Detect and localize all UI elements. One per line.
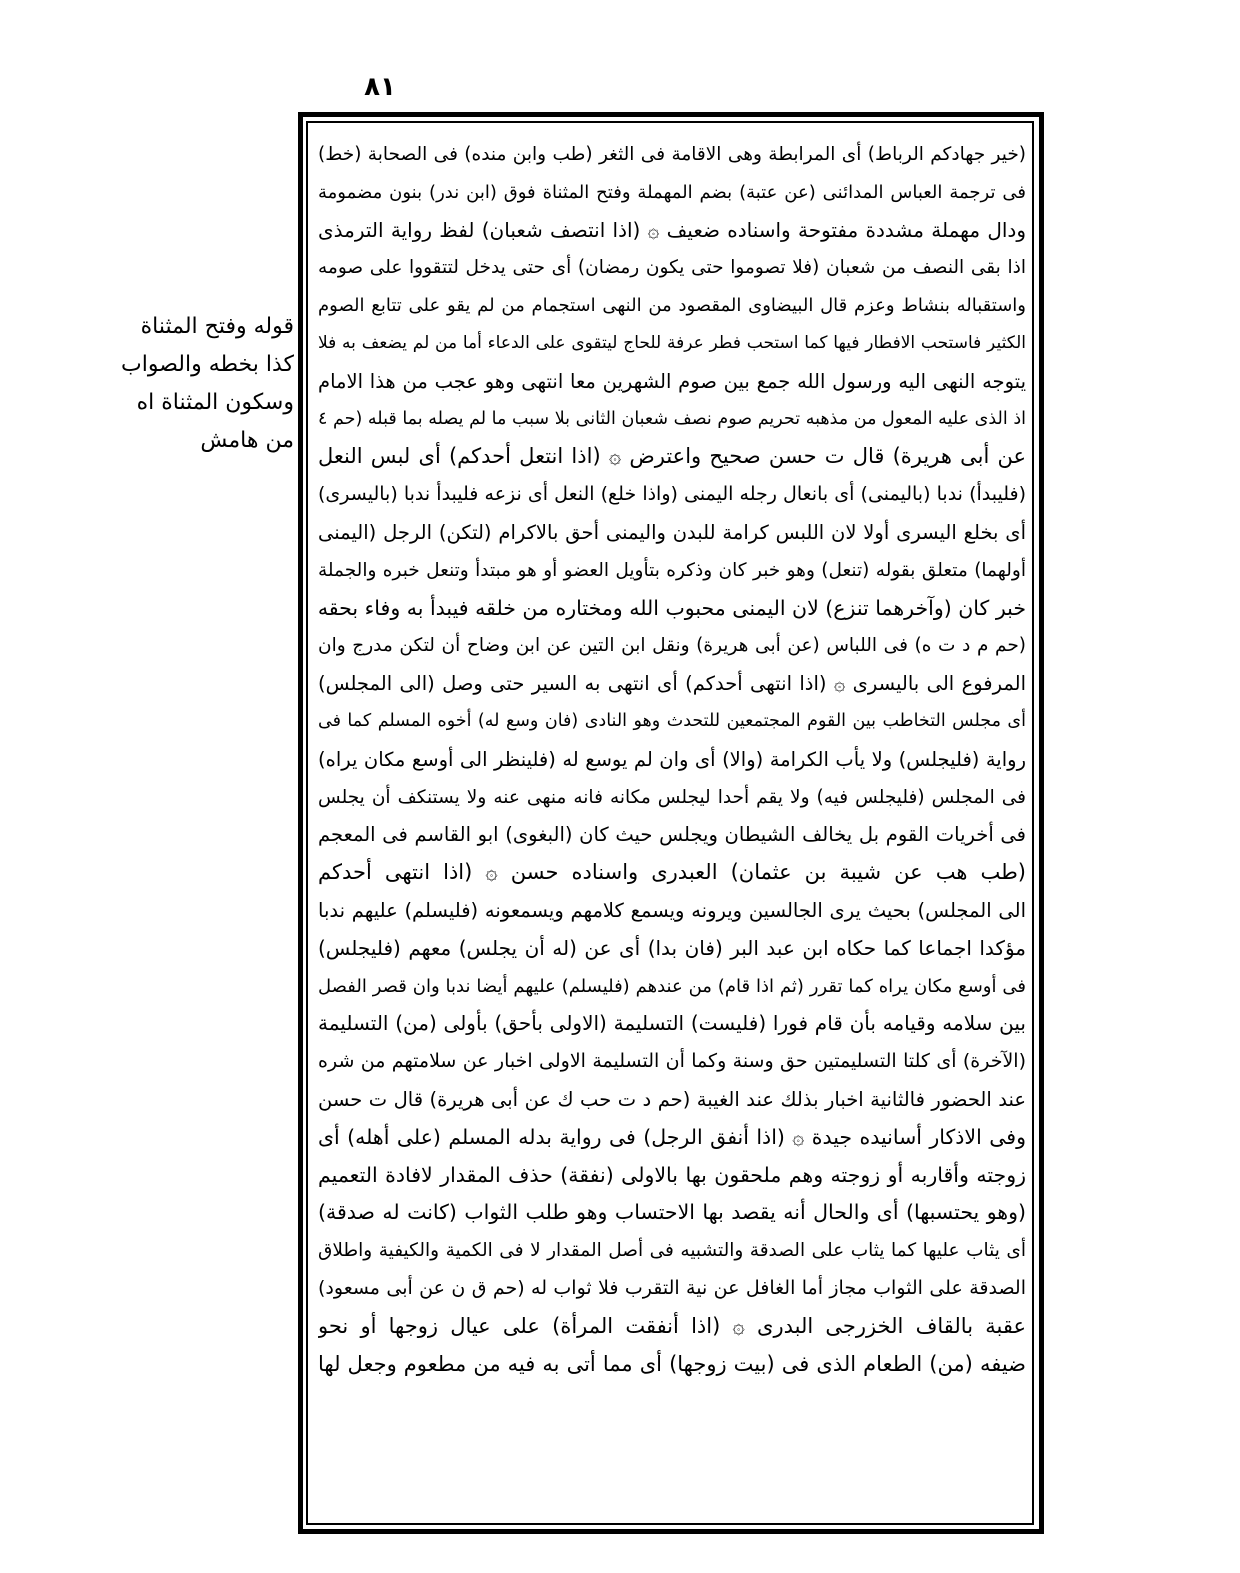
text-line: واستقباله بنشاط وعزم قال البيضاوى المقصود من النهى استجمام من لم يقو على تتابع الصوم: [318, 295, 1026, 317]
text-line: (حم م د ت ه) فى اللباس (عن أبى هريرة) ونقل ابن التين عن ابن وضاح أن لتكن مدرج وان: [318, 635, 1026, 657]
text-line: عقبة بالقاف الخزرجى البدرى ۞ (اذا أنفقت المرأة) على عيال زوجها أو نحو: [318, 1313, 1026, 1338]
text-line: اذ الذى عليه المعول من مذهبه تحريم صوم نصف شعبان الثانى بلا سبب ما لم يصله بما قبله (حم ٤: [318, 408, 1026, 429]
text-line: أولهما) متعلق بقوله (تنعل) وهو خبر كان وذكره بتأويل العضو أو هو مبتدأ وتنعل خبره والجملة: [318, 559, 1026, 581]
text-line: أى بخلع اليسرى أولا لان اللبس كرامة للبدن واليمنى أحق بالاكرام (لتكن) الرجل (اليمنى: [318, 520, 1026, 544]
main-text-block: [318, 136, 1026, 1516]
text-line: عن أبى هريرة) قال ت حسن صحيح واعترض ۞ (اذا انتعل أحدكم) أى لبس النعل: [318, 444, 1026, 469]
text-line: وفى الاذكار أسانيده جيدة ۞ (اذا أنفق الرجل) فى رواية بدله المسلم (على أهله) أى: [318, 1124, 1026, 1149]
text-line: يتوجه النهى اليه ورسول الله جمع بين صوم الشهرين معا انتهى وهو عجب من هذا الامام: [318, 369, 1026, 393]
text-line: عند الحضور فالثانية اخبار بذلك عند الغيبة (حم د ت حب ك عن أبى هريرة) قال ت حسن: [318, 1087, 1026, 1111]
text-line: مؤكدا اجماعا كما حكاه ابن عبد البر (فان بدا) أى عن (له أن يجلس) معهم (فليجلس): [318, 935, 1026, 960]
text-line: الكثير فاستحب الافطار فيها كما استحب فطر عرفة للحاج ليتقوى على الدعاء أما من لم يضعف به فلا: [318, 332, 1026, 353]
text-line: زوجته وأقاربه أو زوجته وهم ملحقون بها بالاولى (نفقة) حذف المقدار لافادة التعميم: [318, 1162, 1026, 1187]
text-line: خبر كان (وآخرهما تنزع) لان اليمنى محبوب الله ومختاره من خلقه فيبدأ به وفاء بحقه: [318, 595, 1026, 620]
margin-note-line: وسكون المثناة اه: [136, 390, 294, 415]
text-line: (طب هب عن شيبة بن عثمان) العبدرى واسناده حسن ۞ (اذا انتهى أحدكم: [318, 860, 1026, 885]
margin-note-line: من هامش: [200, 428, 294, 453]
text-line: (الآخرة) أى كلتا التسليمتين حق وسنة وكما أن التسليمة الاولى اخبار عن سلامتهم من شره: [318, 1050, 1026, 1073]
text-line: ضيفه (من) الطعام الذى فى (بيت زوجها) أى مما أتى به فيه من مطعوم وجعل لها: [318, 1351, 1026, 1376]
text-line: الصدقة على الثواب مجاز أما الغافل عن نية التقرب فلا ثواب له (حم ق ن عن أبى مسعود): [318, 1276, 1026, 1299]
text-line: ودال مهملة مشددة مفتوحة واسناده ضعيف ۞ (اذا انتصف شعبان) لفظ رواية الترمذى: [318, 217, 1026, 242]
text-line: الى المجلس) بحيث يرى الجالسين ويرونه ويسمع كلامهم ويسمعونه (فليسلم) عليهم ندبا: [318, 898, 1026, 922]
text-line: اذا بقى النصف من شعبان (فلا تصوموا حتى يكون رمضان) أى حتى يدخل لتتقووا على صومه: [318, 257, 1026, 279]
text-line: فى أوسع مكان يراه كما تقرر (ثم اذا قام) من عندهم (فليسلم) عليهم أيضا ندبا وان قصر الفصل: [318, 975, 1026, 997]
margin-note: [98, 308, 294, 460]
text-line: (وهو يحتسبها) أى والحال أنه يقصد بها الاحتساب وهو طلب الثواب (كانت له صدقة): [318, 1200, 1026, 1225]
margin-note-line: قوله وفتح المثناة: [140, 314, 294, 339]
text-line: بين سلامه وقيامه بأن قام فورا (فليست) التسليمة (الاولى بأحق) بأولى (من) التسليمة: [318, 1011, 1026, 1036]
margin-note-line: كذا بخطه والصواب: [121, 352, 294, 377]
text-line: أى مجلس التخاطب بين القوم المجتمعين للتحدث وهو النادى (فان وسع له) أخوه المسلم كما فى: [318, 710, 1026, 731]
text-line: المرفوع الى باليسرى ۞ (اذا انتهى أحدكم) أى انتهى به السير حتى وصل (الى المجلس): [318, 672, 1026, 696]
text-line: فى أخريات القوم بل يخالف الشيطان ويجلس حيث كان (البغوى) ابو القاسم فى المعجم: [318, 823, 1026, 847]
text-line: رواية (فليجلس) ولا يأب الكرامة (والا) أى وان لم يوسع له (فلينظر الى أوسع مكان يراه): [318, 747, 1026, 771]
text-line: (فليبدأ) ندبا (باليمنى) أى بانعال رجله اليمنى (واذا خلع) النعل أى نزعه فليبدأ ندبا (باليسرى): [318, 483, 1026, 506]
text-line: أى يثاب عليها كما يثاب على الصدقة والتشبيه فى أصل المقدار لا فى الكمية والكيفية واطلاق: [318, 1240, 1026, 1262]
text-line: فى ترجمة العباس المدائنى (عن عتبة) بضم المهملة وفتح المثناة فوق (ابن ندر) بنون مضمومة: [318, 181, 1026, 203]
text-line: فى المجلس (فليجلس فيه) ولا يقم أحدا ليجلس مكانه فانه منهى عنه ولا يستنكف أن يجلس: [318, 786, 1026, 808]
text-line: (خير جهادكم الرباط) أى المرابطة وهى الاقامة فى الثغر (طب وابن منده) فى الصحابة (خط): [318, 144, 1026, 165]
page-number: ٨١: [364, 72, 396, 102]
